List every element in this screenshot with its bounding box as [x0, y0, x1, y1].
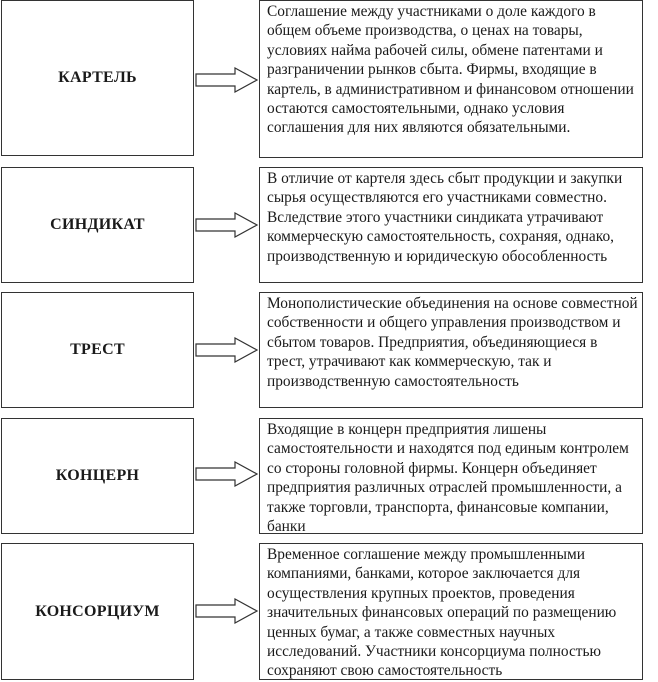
description-cartel: Соглашение между участниками о доле каждого в общем объеме производства, о ценах на товары, условиях найма рабочей силы, обмене патентами и разграничении рынков сбыта. Фирмы, входящие в картель, в административном и финансовом отношении остаются самостоятельными, однако условия соглашения для них являются обязательными. — [259, 0, 643, 158]
arrow-right-icon — [195, 461, 259, 487]
row-syndicate — [0, 167, 658, 283]
row-cartel — [0, 0, 658, 158]
arrow-right-icon — [195, 337, 259, 363]
description-syndicate: В отличие от картеля здесь сбыт продукции и закупки сырья осуществляются его участниками совместно. Вследствие этого участники синдиката утрачивают коммерческую самостоятельность, сохраняя, однако, производственную и юридическую обособленность — [259, 167, 643, 283]
arrow-right-icon — [195, 598, 259, 624]
term-trust: ТРЕСТ — [1, 292, 194, 408]
term-consortium: КОНСОРЦИУМ — [1, 543, 194, 680]
description-trust: Монополистические объединения на основе совместной собственности и общего управления производством и сбытом товаров. Предприятия, объединяющиеся в трест, утрачивают как коммерческую, так и производственную самостоятельность — [259, 292, 643, 408]
row-concern — [0, 418, 658, 534]
arrow-right-icon — [195, 67, 259, 93]
row-consortium — [0, 543, 658, 680]
description-concern: Входящие в концерн предприятия лишены самостоятельности и находятся под единым контролем со стороны головной фирмы. Концерн объединяет предприятия различных отраслей промышленности, а также торговли, транспорта, финансовые компании, банки — [259, 418, 643, 534]
term-cartel: КАРТЕЛЬ — [1, 0, 194, 156]
arrow-right-icon — [195, 212, 259, 238]
row-trust — [0, 292, 658, 408]
description-consortium: Временное соглашение между промышленными компаниями, банками, которое заключается для осуществления крупных проектов, проведения значительных финансовых операций по размещению ценных бумаг, а также совместных научных исследований. Участники консорциума полностью сохраняют свою самостоятельность — [259, 543, 643, 680]
term-concern: КОНЦЕРН — [1, 418, 194, 534]
term-syndicate: СИНДИКАТ — [1, 167, 194, 283]
